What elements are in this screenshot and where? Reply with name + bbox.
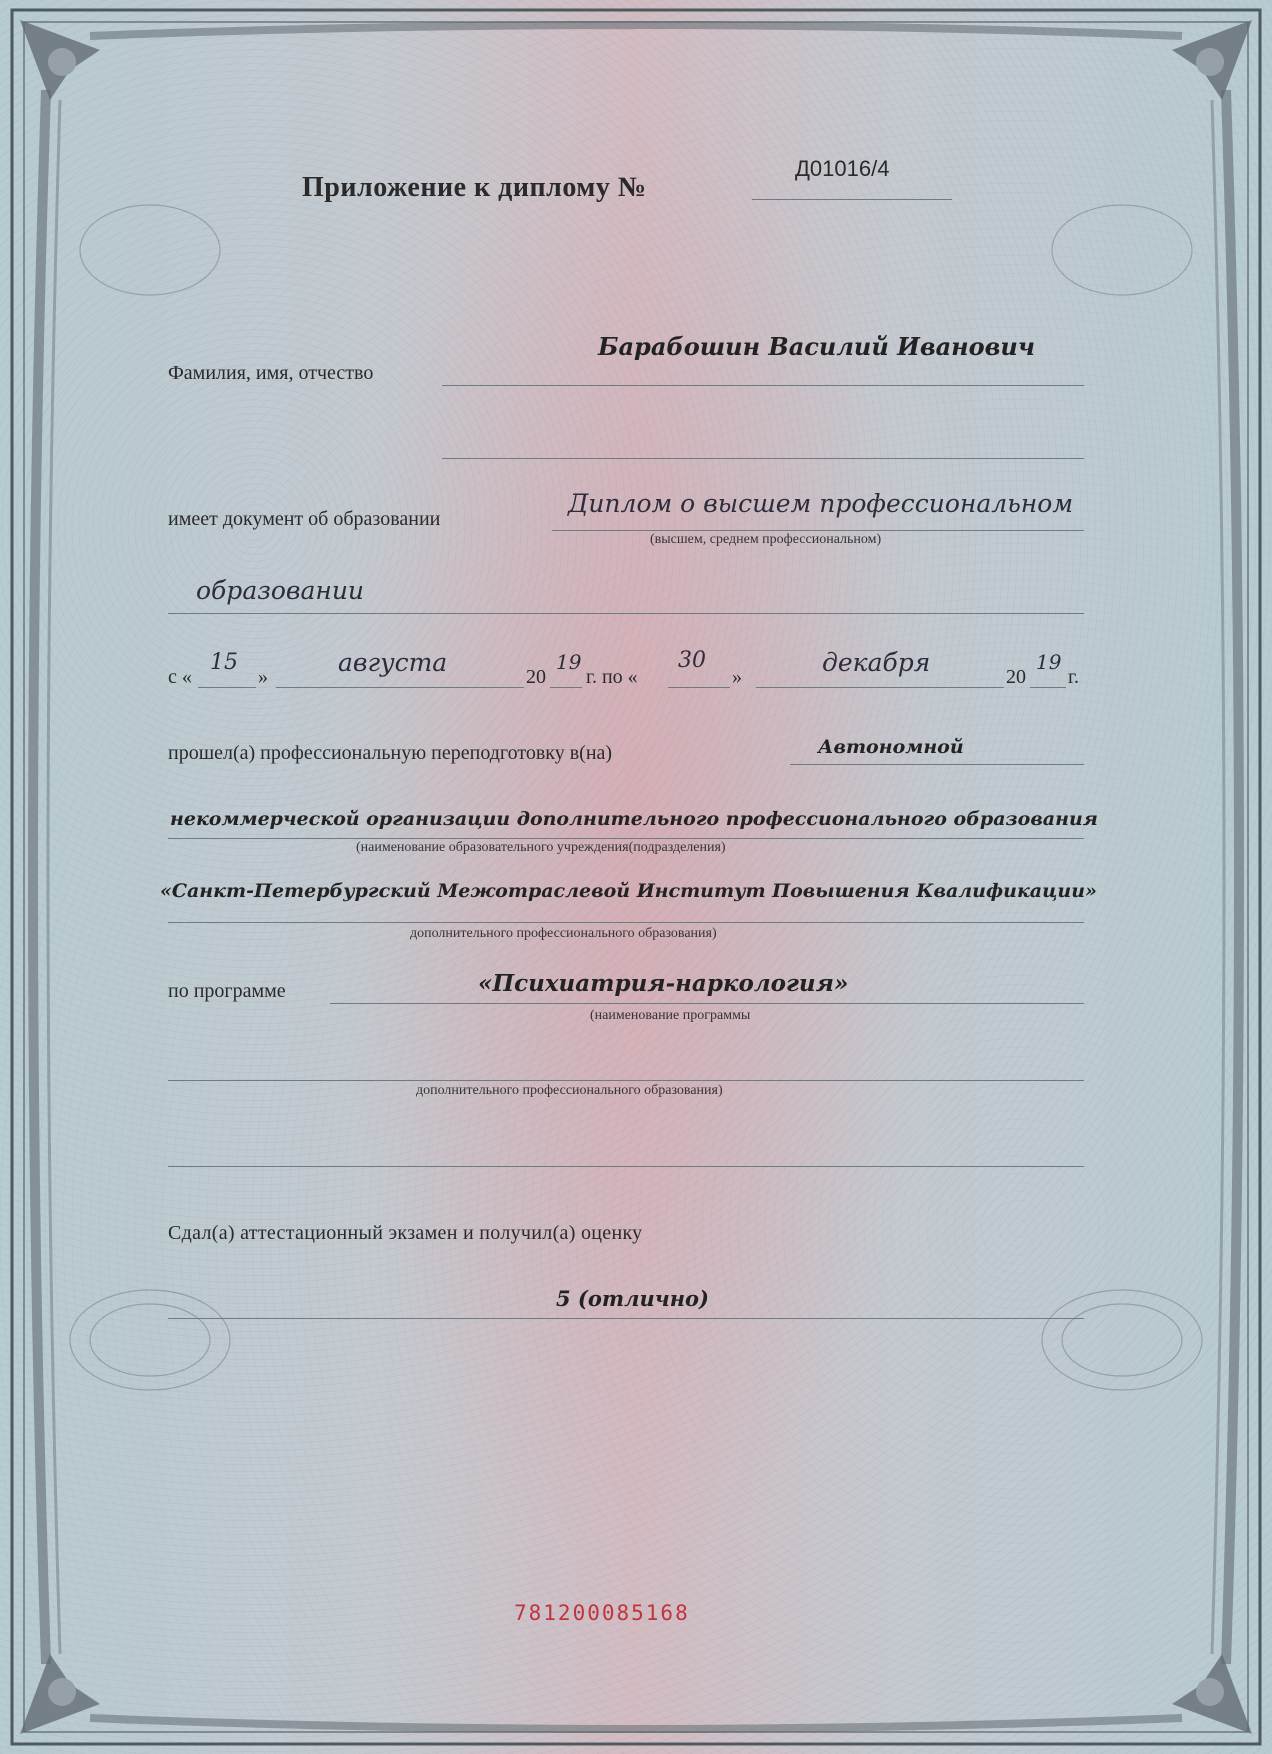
education-doc-value-2: образовании — [196, 576, 365, 605]
period-to-prefix: г. по « — [586, 666, 638, 688]
fio-label: Фамилия, имя, отчество — [168, 362, 374, 384]
fio-line-2 — [442, 458, 1084, 459]
retraining-line — [790, 764, 1084, 765]
exam-grade-line — [168, 1318, 1084, 1319]
corner-ornament-tl — [20, 20, 100, 100]
period-from-month: августа — [338, 648, 448, 677]
education-doc-line-2 — [168, 613, 1084, 614]
period-from-year: 19 — [556, 650, 582, 674]
education-doc-label: имеет документ об образовании — [168, 508, 441, 530]
serial-number: 781200085168 — [514, 1601, 690, 1625]
institution-caption-2: дополнительного профессионального образования) — [410, 926, 717, 941]
institution-caption-1: (наименование образовательного учреждения(подразделения) — [356, 840, 726, 855]
program-line — [330, 1003, 1084, 1004]
program-caption-2: дополнительного профессионального образования) — [416, 1083, 723, 1098]
program-value: «Психиатрия-наркология» — [478, 970, 849, 997]
from-year-line — [550, 687, 582, 688]
institution-line-2: некоммерческой организации дополнительного профессионального образования — [170, 808, 1098, 830]
institution-line-2-rule — [168, 838, 1084, 839]
education-doc-caption: (высшем, среднем профессиональном) — [650, 532, 882, 547]
institution-line-1: Автономной — [818, 736, 964, 758]
fio-line — [442, 385, 1084, 386]
period-from-day-close: » — [258, 666, 268, 688]
to-day-line — [668, 687, 730, 688]
period-from-prefix: с « — [168, 666, 192, 688]
corner-ornament-br — [1172, 1654, 1252, 1734]
document-title: Приложение к диплому № — [302, 172, 647, 203]
diploma-number: Д01016/4 — [795, 156, 890, 181]
from-day-line — [198, 687, 256, 688]
education-doc-line — [552, 530, 1084, 531]
period-to-year-prefix: 20 — [1006, 666, 1026, 688]
fio-value: Барабошин Василий Иванович — [598, 332, 1036, 361]
corner-ornament-tr — [1172, 20, 1252, 100]
program-caption-1: (наименование программы — [590, 1008, 751, 1023]
period-to-day: 30 — [678, 648, 706, 673]
period-from-day: 15 — [210, 650, 238, 675]
from-month-line — [276, 687, 524, 688]
diploma-number-line — [752, 199, 952, 200]
retraining-label: прошел(а) профессиональную переподготовку в(на) — [168, 742, 613, 764]
program-line-3 — [168, 1166, 1084, 1167]
period-from-year-prefix: 20 — [526, 666, 546, 688]
period-to-year-suffix: г. — [1068, 666, 1079, 688]
period-to-day-close: » — [732, 666, 742, 688]
program-line-2 — [168, 1080, 1084, 1081]
institution-line-3: «Санкт-Петербургский Межотраслевой Институт Повышения Квалификации» — [160, 880, 1097, 902]
institution-line-3-rule — [168, 922, 1084, 923]
period-to-month: декабря — [822, 648, 931, 677]
to-month-line — [756, 687, 1004, 688]
program-label: по программе — [168, 980, 286, 1002]
education-doc-value: Диплом о высшем профессиональном — [568, 489, 1074, 518]
exam-grade: 5 (отлично) — [556, 1286, 709, 1311]
to-year-line — [1030, 687, 1066, 688]
period-to-year: 19 — [1036, 650, 1062, 674]
corner-ornament-bl — [20, 1654, 100, 1734]
exam-label: Сдал(а) аттестационный экзамен и получил(а) оценку — [168, 1222, 643, 1244]
